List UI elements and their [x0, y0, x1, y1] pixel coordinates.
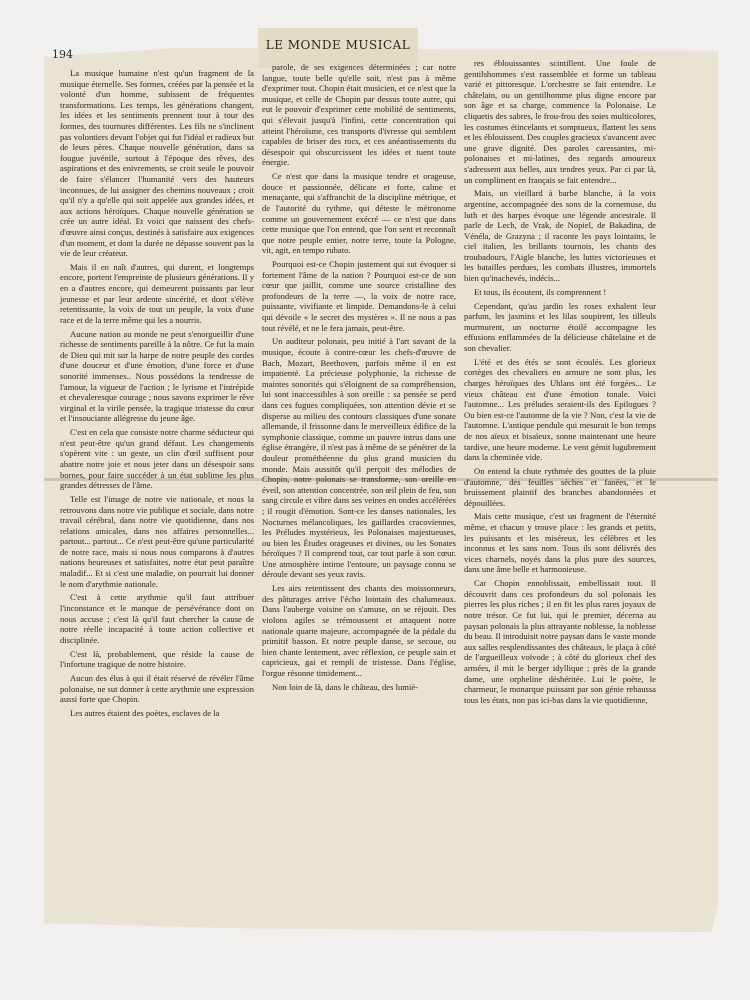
- paragraph: Ce n'est que dans la musique tendre et orageuse, douce et passionnée, délicate et forte, calme et menaçante, qui s'affranchit de la discipline métrique, et de l'autorité du rythme, qui déteste le métronome comme un gouvernement exécré — ce n'est que dans cette musique que l'on entend, que l'on sent et reconnaît que notre peuple entier, notre terre, toute la Pologne, vit, agit, en tempo rubato.: [262, 171, 456, 256]
- paragraph: Mais il en naît d'autres, qui durent, et longtemps encore, portent l'empreinte de plusieurs générations. Il y en a d'autres encore, qui demeurent puissants par leur jeunesse et par leur ardente sincérité, et dont s'élève retentissante, la voix de tout un peuple, la voix d'une race et de la terre même qui les a nourris.: [60, 261, 254, 325]
- paragraph: Car Chopin ennoblissait, embellissait tout. Il découvrit dans ces profondeurs du sol polonais les pierres les plus riches ; il en fit les plus rares joyaux de notre trésor. Ce fut lui, qui le premier, décerna au paysan polonais la plus attrayante noblesse, la noblesse du beau. Il introduisit notre paysan dans le vaste monde aux salles resplendissantes des châteaux, le plaça à côté de l'argueilleux voïvode ; à côté du glorieux chef des armées, il mit le berger idyllique ; près de la grande dame, une orpheline déshéritée. Lui le poète, le charmeur, le monarque puissant par son génie rehaussa tous les états, non pas ici-bas dans la vie quotidienne,: [464, 578, 656, 705]
- paragraph: Mais cette musique, c'est un fragment de l'éternité même, et chacun y trouve place : les grands et petits, les puissants et les miséreux, les célèbres et les inconnus et les sans nom. Tous ils sont délivrés des vices charnels, noyés dans la plus pure des sources, dans une âme belle et harmonieuse.: [464, 511, 656, 575]
- paragraph: Mais, un vieillard à barbe blanche, à la voix argentine, accompagnée des sons de la cornemuse, du luth et des harpes évoque une légende ancestrale. Il parle de Lech, de Vrak, de Nopiel, de Bakadina, de Vénéla, de Grazyna ; il raconte les pays lointains, le ciel italien, les brillants tournois, les chants des troubadours, l'Aigle blanche, les luttes victorieuses et les batailles perdues, les combats illustres, immortels bien qu'inachevés, indécis...: [464, 188, 656, 284]
- paragraph: res éblouissantes scintillent. Une foule de gentilshommes s'est rassemblée et forme un tableau varié et pittoresque. L'orchestre se fait entendre. Le châtelain, ou un gentilhomme plus digne encore par son âge et sa charge, commence la Polonaise. Le cliquetis des sabres, le frou-frou des soies multicolores, les costumes étincelants et somptueux, flattent les sens et les éblouissent. Des couples gracieux s'avancent avec une grave dignité. Des paroles caressantes, mi-polonaises et mi-latines, des regards amoureux s'adressent aux belles, aux tendres yeux. Par ci par là, un compliment en français se fait entendre...: [464, 58, 656, 185]
- paragraph: Aucune nation au monde ne peut s'enorgueillir d'une richesse de sentiments pareille à la nôtre. Ce fut la main de Dieu qui mit sur la harpe de notre peuple des cordes d'une douceur et d'une émotion, d'une force et d'une sonorité immenses.. Nous possédons la tendresse de l'amour, la vigueur de l'action ; le lyrisme et l'intrépide et chevaleresque courage ; nous savons exprimer le rêve virginal et la virile pensée, la tragique tristesse du cœur et l'insouciante allégresse du jeune âge.: [60, 328, 254, 424]
- paragraph: C'est à cette arythmie qu'il faut attribuer l'inconstance et le manque de persévérance dont on nous accuse ; c'est là qu'il faut chercher la cause de notre réelle incapacité à toute action collective et disciplinée.: [60, 592, 254, 645]
- paragraph: C'est en cela que consiste notre charme séducteur qui n'est peut-être qu'un grand défaut. Les changements s'opèrent vite : un geste, un clin d'œil suffisent pour abattre notre joie et nous jeter dans un désespoir sans bornes, pour faire succéder à un état sublime les plus grandes détresses de l'âme.: [60, 427, 254, 491]
- page-title: LE MONDE MUSICAL: [265, 38, 411, 52]
- paragraph: L'été et des étés se sont écoulés. Les glorieux cortèges des chevaliers en armure ne sont plus, les charges héroïques des Uhlans ont été forgées... Le vieux château est d'une émotion tonale. Voici l'automne... Les préludes seraient-ils des Epilogues ? Ou bien est-ce l'automne de la vie ? Non, c'est la vie de l'automne. L'antique pendule qui mesurait le bon temps de nos aïeux et bisaïeux, sonne maintenant une heure tardive, une heure moderne. Le vent gémit lugubrement dans la cheminée vide.: [464, 356, 656, 463]
- paragraph: Pourquoi est-ce Chopin justement qui sut évoquer si fortement l'âme de la nation ? Pourquoi est-ce de son cœur que jaillit, comme une source cristalline des profondeurs de la terre —, la voix de notre race, puissante, vivifiante et limpide. Demandons-le à celui qui dévoile « le secret des mystères ». Il ne nous a pas tout révélé, et ne le fera jamais, peut-être.: [262, 259, 456, 333]
- paragraph: C'est là, probablement, que réside la cause de l'infortune tragique de notre histoire.: [60, 648, 254, 670]
- page-number: 194: [52, 48, 73, 61]
- paragraph: Non loin de là, dans le château, des lumiè-: [272, 681, 419, 692]
- text-column-2: [262, 62, 456, 696]
- paragraph: Un auditeur polonais, peu initié à l'art savant de la musique, écoute à contre-cœur les chefs-d'œuvre de Bach, Mozart, Beethoven, parfois même il en est impatienté. La précieuse polyphonie, la richesse de maintes sonorités qui s'éloignent de sa compréhension, lui sont inaccessibles à son oreille : sa pensée se perd dans ces fugues compliquées, son attention dévie et se disperse au milieu des contours classiques d'une sonate allemande, il frissonne dans le merveilleux édifice de la symphonie classique, comme un pauvre intrus dans une église étrangère, il n'est pas à même de se pénétrer de la douleur prométhéenne du plus grand musicien du monde. Mais aussitôt qu'il perçoit des mélodies de Chopin, notre polonais se transforme, son oreille en éveil, son attention concentrée, son œil plein de feu, son sang circule et vibre dans ses veines en ondes accélérées ; il rougit d'émotion. Sont-ce les danses nationales, les Nocturnes mélancoliques, les gaillardes cracoviennes, les Préludes mystérieux, les Polonaises majestueuses, ou bien les Études orageuses et divines, ou les Sonates héroïques ? Il comprend tout, car tout parle à son cœur. Une atmosphère intime l'entoure, un paysage connu se déroule devant ses yeux ravis.: [262, 336, 456, 580]
- paragraph: La musique humaine n'est qu'un fragment de la musique éternelle. Ses formes, créées par la pensée et la volonté d'un homme, subissent de fréquentes transformations. Les temps, les générations changent, les idées et les sentiments prennent tour à tour des formes, des tournures différentes. Les fils ne s'inclinent pas volontiers devant l'objet qui fut l'idéal et radieux but de leurs pères. Chaque nouvelle génération, dans sa fougue juvénile, surtout à l'époque des rêves, des aspirations et des enivrements, se croit seule le pouvoir de faire s'élancer l'humanité vers des hauteurs inconnues, de lui assigner des chemins nouveaux ; croit qu'il n'y a qu'elle qui soit appelée aux grandes idées, et aux actions héroïques. Chaque nouvelle génération se crée un autre idéal. Et voici que naissent des chefs-d'œuvre ainsi conçus, destinés à satisfaire aux exigences d'un moment, et dont la durée ne dépasse souvent pas la vie de leur créateur.: [60, 68, 254, 259]
- paragraph: Et tous, ils écoutent, ils comprennent !: [474, 286, 607, 297]
- text-column-1: [60, 68, 254, 722]
- text-column-3: [464, 58, 656, 709]
- paragraph: Telle est l'image de notre vie nationale, et nous la retrouvons dans notre vie publique et sociale, dans notre travail cérébral, dans notre vie quotidienne, dans nos relations amicales, dans nos affaires personnelles... partout... partout... Ce n'est peut-être qu'une particularité de notre race, mais si nous nous comparons à d'autres nations heureuses et satisfaites, notre état peut paraître maladif... Et si c'est une maladie, on pourrait lui donner le nom d'arythmie nationale.: [60, 493, 255, 589]
- paragraph: Cependant, qu'au jardin les roses exhalent leur parfum, les jasmins et les lilas soupirent, les tilleuls murmurent, un nocturne étoilé accompagne les effusions enflammées de la délicieuse châtelaine et de son chevalier.: [464, 300, 656, 353]
- paragraph: parole, de ses exigences déterminées ; car notre langue, toute belle qu'elle soit, n'est pas à même d'exprimer tout. Chopin était musicien, et ce n'est que la musique, et celle de Chopin par dessus toute autre, qui eut le pouvoir d'exprimer cette mobilité de sentiments, qui s'élevait jusqu'à l'infini, cette concentration qui atteint l'héroïsme, ces transports d'ivresse qui semblent capables de briser des rocs, et ces anéantissements du désespoir qui obscurcissent les idées et tuent toute énergie.: [262, 62, 456, 168]
- paragraph: Les autres étaient des poètes, esclaves de la: [70, 707, 220, 718]
- paragraph: Les airs retentissent des chants des moissonneurs, des pâturages arrive l'écho lointain des chalumeaux. Dans l'auberge voisine on s'amuse, on se réjouit. Des violons agiles se trémoussent et attaquent notre nationale quarte majeure, accompagnée de la pédale du primitif basson. Et notre peuple danse, se secoue, ou bien chante lentement, avec réflexion, ce peuple sain et capricieux, gai et rempli de tristesse. Dans l'église, l'orgue résonne timidement...: [262, 583, 456, 678]
- paragraph: Aucun des élus à qui il était réservé de révéler l'âme polonaise, ne sut donner à cette arythmie une expression aussi forte que Chopin.: [60, 672, 255, 705]
- paragraph: On entend la chute rythmée des gouttes de la pluie d'automne, des feuilles sèches et fanées, et le bruissement plaintif des branches abandonnées et dépouillées.: [464, 465, 656, 508]
